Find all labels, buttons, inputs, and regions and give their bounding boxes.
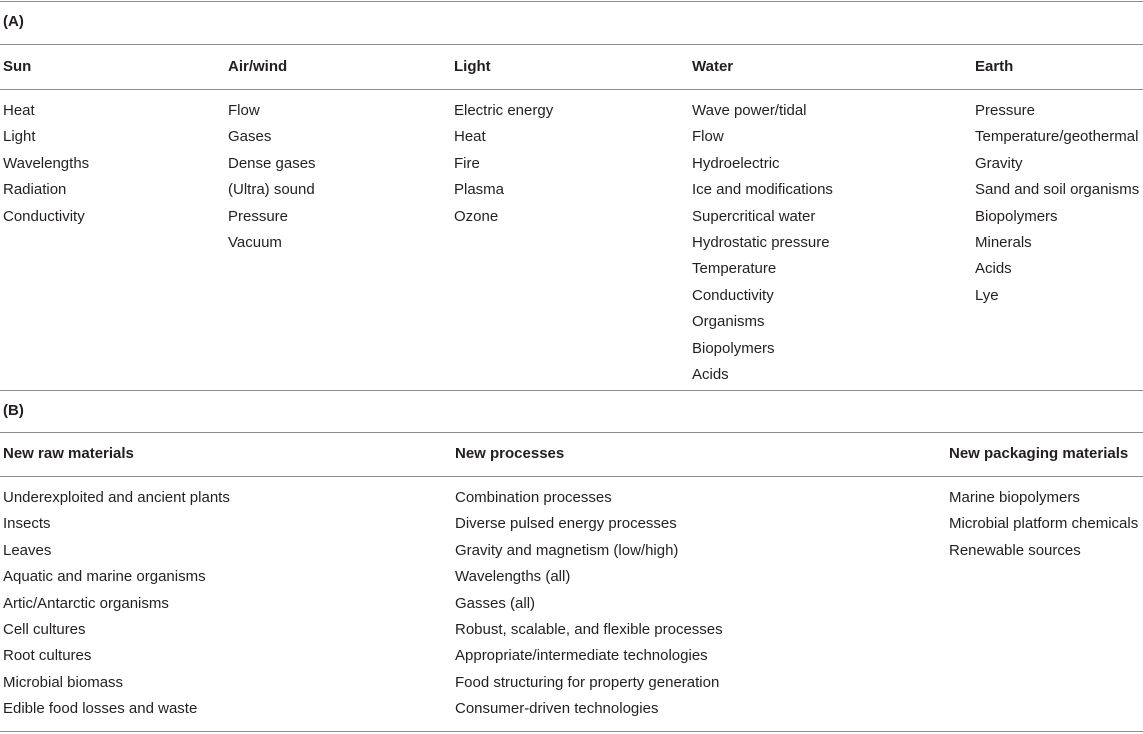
list-item: Root cultures	[3, 647, 92, 665]
rule-a-header-bottom	[0, 89, 1143, 90]
rule-b-header-top	[0, 432, 1143, 433]
section-a-column-light	[454, 98, 553, 230]
list-item: Appropriate/intermediate technologies	[455, 647, 708, 665]
list-item: Food structuring for property generation	[455, 673, 720, 691]
list-item: Diverse pulsed energy processes	[455, 515, 677, 533]
list-item: Edible food losses and waste	[3, 700, 198, 718]
list-item: Gravity and magnetism (low/high)	[455, 541, 679, 559]
list-item: Wavelengths	[3, 154, 90, 172]
list-item: Lye	[975, 286, 999, 304]
list-item: Microbial biomass	[3, 673, 124, 691]
rule-b-header-bottom	[0, 476, 1143, 477]
section-a-header-air-wind: Air/wind	[228, 58, 288, 75]
list-item: Flow	[692, 128, 724, 146]
list-item: Radiation	[3, 181, 67, 199]
list-item: Supercritical water	[692, 207, 816, 225]
list-item: Combination processes	[455, 489, 612, 506]
list-item: Minerals	[975, 233, 1032, 251]
section-a-header-light: Light	[454, 58, 491, 75]
list-item: Hydroelectric	[692, 154, 780, 172]
list-item: Gravity	[975, 154, 1023, 172]
section-b-column-processes	[455, 485, 723, 723]
list-item: Wavelengths (all)	[455, 568, 571, 586]
list-item: Temperature	[692, 260, 777, 278]
list-item: Heat	[454, 128, 486, 146]
section-a-column-air-wind	[228, 98, 316, 256]
list-item: Underexploited and ancient plants	[3, 489, 230, 506]
list-item: Conductivity	[692, 286, 774, 304]
list-item: Sand and soil organisms	[975, 181, 1140, 199]
list-item: Flow	[228, 102, 260, 119]
list-item: Biopolymers	[975, 207, 1058, 225]
rule-bottom	[0, 731, 1143, 732]
list-item: Acids	[692, 365, 729, 383]
rule-a-bottom	[0, 390, 1143, 391]
list-item: Dense gases	[228, 154, 316, 172]
list-item: Light	[3, 128, 36, 146]
list-item: Renewable sources	[949, 541, 1081, 559]
section-b-label: (B)	[3, 402, 24, 419]
list-item: Robust, scalable, and flexible processes	[455, 620, 723, 638]
list-item: Pressure	[228, 207, 289, 225]
list-item: Insects	[3, 515, 51, 533]
list-item: Cell cultures	[3, 620, 86, 638]
section-b-header-packaging: New packaging materials	[949, 445, 1129, 462]
list-item: Ice and modifications	[692, 181, 833, 199]
section-a-header-earth: Earth	[975, 58, 1014, 75]
list-item: Microbial platform chemicals	[949, 515, 1139, 533]
section-a-column-sun	[3, 98, 89, 230]
section-b-header-processes: New processes	[455, 445, 565, 462]
list-item: Artic/Antarctic organisms	[3, 594, 169, 612]
list-item: Organisms	[692, 313, 765, 331]
list-item: Ozone	[454, 207, 499, 225]
list-item: Pressure	[975, 102, 1036, 119]
list-item: Heat	[3, 102, 35, 119]
list-item: Acids	[975, 260, 1012, 278]
list-item: Vacuum	[228, 233, 282, 251]
list-item: (Ultra) sound	[228, 181, 315, 199]
section-a-column-earth	[975, 98, 1139, 309]
section-b-column-packaging	[949, 485, 1138, 564]
rule-a-header-top	[0, 44, 1143, 45]
list-item: Gases	[228, 128, 272, 146]
list-item: Fire	[454, 154, 480, 172]
list-item: Hydrostatic pressure	[692, 233, 830, 251]
list-item: Biopolymers	[692, 339, 775, 357]
list-item: Electric energy	[454, 102, 554, 119]
list-item: Aquatic and marine organisms	[3, 568, 206, 586]
list-item: Plasma	[454, 181, 505, 199]
list-item: Conductivity	[3, 207, 85, 225]
list-item: Temperature/geothermal	[975, 128, 1139, 146]
list-item: Marine biopolymers	[949, 489, 1080, 506]
list-item: Leaves	[3, 541, 52, 559]
section-b-header-raw-materials: New raw materials	[3, 445, 134, 462]
section-b-column-raw-materials	[3, 485, 230, 723]
section-a-label: (A)	[3, 13, 24, 30]
list-item: Consumer-driven technologies	[455, 700, 659, 718]
list-item: Wave power/tidal	[692, 102, 807, 119]
rule-top	[0, 1, 1143, 2]
section-a-header-sun: Sun	[3, 58, 32, 75]
list-item: Gasses (all)	[455, 594, 536, 612]
section-a-column-water	[692, 98, 833, 388]
section-a-header-water: Water	[692, 58, 734, 75]
